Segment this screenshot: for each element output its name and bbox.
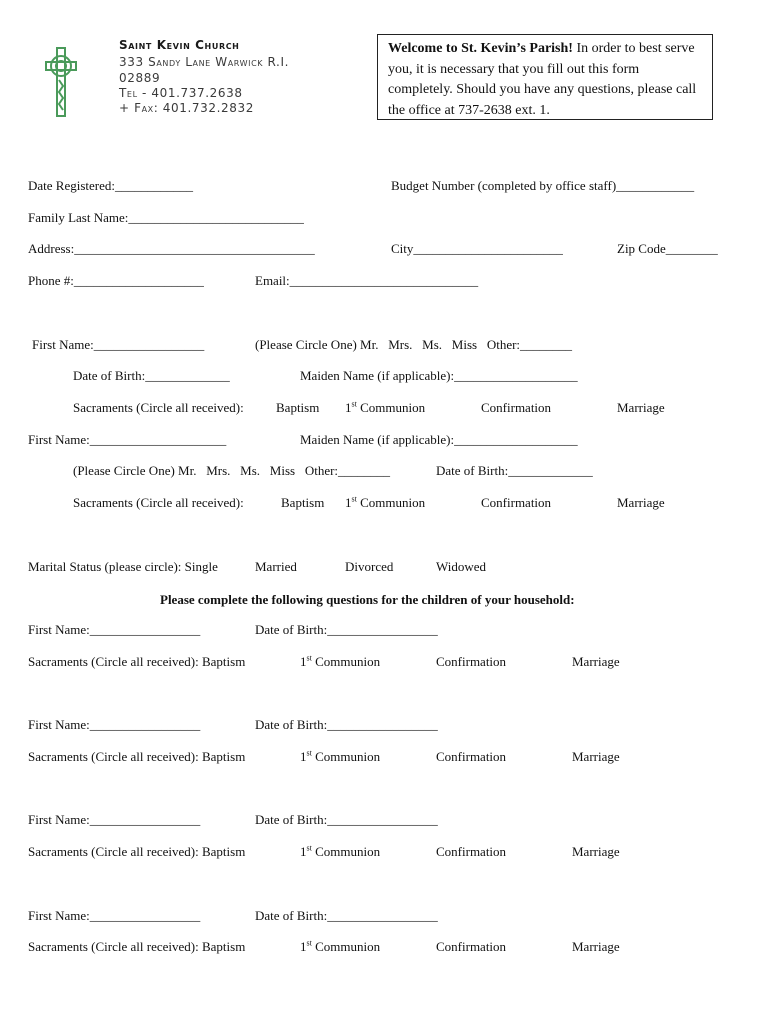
child-communion-option[interactable] — [300, 939, 380, 955]
address-field[interactable]: Address:_____________________________________ — [28, 241, 315, 256]
ordinal-number: 1 — [300, 749, 307, 764]
communion-label: Communion — [311, 654, 381, 669]
adult2-baptism-option[interactable]: Baptism — [281, 495, 325, 510]
adult1-baptism-option[interactable]: Baptism — [276, 400, 320, 415]
child-sacraments-baptism[interactable]: Sacraments (Circle all received): Baptism — [28, 654, 246, 669]
child-first-name-field[interactable]: First Name:_________________ — [28, 622, 201, 637]
celtic-cross-icon — [44, 46, 78, 118]
adult1-confirmation-option[interactable]: Confirmation — [481, 400, 552, 415]
child-confirmation-option[interactable]: Confirmation — [436, 844, 507, 859]
adult2-title-choice[interactable]: (Please Circle One) Mr. Mrs. Ms. Miss Other:________ — [73, 463, 391, 478]
child-dob-field[interactable]: Date of Birth:_________________ — [255, 908, 438, 923]
adult1-maiden-name-field[interactable]: Maiden Name (if applicable):___________________ — [300, 368, 578, 383]
marital-married-option[interactable]: Married — [255, 559, 297, 574]
ordinal-number: 1 — [300, 939, 307, 954]
children-heading: Please complete the following questions for the children of your household: — [160, 592, 575, 607]
adult1-title-choice[interactable]: (Please Circle One) Mr. Mrs. Ms. Miss Other:________ — [255, 337, 573, 352]
ordinal-suffix: st — [351, 494, 357, 504]
church-tel: Tel - 401.737.2638 — [119, 86, 243, 100]
family-last-name-field[interactable]: Family Last Name:___________________________ — [28, 210, 304, 225]
marital-widowed-option[interactable]: Widowed — [436, 559, 487, 574]
child-marriage-option[interactable]: Marriage — [572, 654, 620, 669]
church-address: 333 Sandy Lane Warwick R.I. — [119, 55, 289, 69]
city-field[interactable]: City_______________________ — [391, 241, 563, 256]
child-communion-option[interactable] — [300, 749, 380, 765]
child-communion-option[interactable] — [300, 654, 380, 670]
adult1-marriage-option[interactable]: Marriage — [617, 400, 665, 415]
child-marriage-option[interactable]: Marriage — [572, 939, 620, 954]
ordinal-number: 1 — [345, 400, 352, 415]
child-marriage-option[interactable]: Marriage — [572, 749, 620, 764]
child-confirmation-option[interactable]: Confirmation — [436, 749, 507, 764]
child-confirmation-option[interactable]: Confirmation — [436, 939, 507, 954]
adult2-sacraments-label: Sacraments (Circle all received): — [73, 495, 244, 510]
welcome-text: In order to best serve you, it is necessary that you fill out this form completely. Should you have any questions, please call the office at 737-2638 ext. 1. — [388, 41, 697, 118]
child-first-name-field[interactable]: First Name:_________________ — [28, 717, 201, 732]
communion-label: Communion — [311, 939, 381, 954]
child-dob-field[interactable]: Date of Birth:_________________ — [255, 622, 438, 637]
adult2-confirmation-option[interactable]: Confirmation — [481, 495, 552, 510]
child-marriage-option[interactable]: Marriage — [572, 844, 620, 859]
child-sacraments-baptism[interactable]: Sacraments (Circle all received): Baptism — [28, 749, 246, 764]
child-communion-option[interactable] — [300, 844, 380, 860]
adult2-dob-field[interactable]: Date of Birth:_____________ — [436, 463, 593, 478]
budget-number-field[interactable]: Budget Number (completed by office staff)____________ — [391, 178, 695, 193]
marital-status-label[interactable]: Marital Status (please circle): Single — [28, 559, 218, 574]
church-fax: + Fax: 401.732.2832 — [119, 101, 254, 115]
communion-label: Communion — [356, 495, 426, 510]
child-confirmation-option[interactable]: Confirmation — [436, 654, 507, 669]
church-name: Saint Kevin Church — [119, 38, 240, 52]
church-zip: 02889 — [119, 71, 161, 85]
ordinal-suffix: st — [306, 843, 312, 853]
adult2-first-name-field[interactable]: First Name:_____________________ — [28, 432, 227, 447]
marital-divorced-option[interactable]: Divorced — [345, 559, 394, 574]
communion-label: Communion — [311, 749, 381, 764]
child-dob-field[interactable]: Date of Birth:_________________ — [255, 812, 438, 827]
communion-label: Communion — [356, 400, 426, 415]
child-sacraments-baptism[interactable]: Sacraments (Circle all received): Baptism — [28, 844, 246, 859]
adult1-first-name-field[interactable]: First Name:_________________ — [32, 337, 205, 352]
ordinal-suffix: st — [306, 748, 312, 758]
adult2-marriage-option[interactable]: Marriage — [617, 495, 665, 510]
communion-label: Communion — [311, 844, 381, 859]
adult1-sacraments-label: Sacraments (Circle all received): — [73, 400, 244, 415]
email-field[interactable]: Email:_____________________________ — [255, 273, 479, 288]
welcome-bold: Welcome to St. Kevin’s Parish! — [388, 41, 573, 56]
child-first-name-field[interactable]: First Name:_________________ — [28, 812, 201, 827]
child-sacraments-baptism[interactable]: Sacraments (Circle all received): Baptism — [28, 939, 246, 954]
child-first-name-field[interactable]: First Name:_________________ — [28, 908, 201, 923]
date-registered-field[interactable]: Date Registered:____________ — [28, 178, 193, 193]
adult1-communion-option[interactable] — [345, 400, 425, 416]
ordinal-number: 1 — [345, 495, 352, 510]
ordinal-number: 1 — [300, 654, 307, 669]
ordinal-suffix: st — [351, 399, 357, 409]
phone-field[interactable]: Phone #:____________________ — [28, 273, 204, 288]
adult2-maiden-name-field[interactable]: Maiden Name (if applicable):___________________ — [300, 432, 578, 447]
adult2-communion-option[interactable] — [345, 495, 425, 511]
ordinal-suffix: st — [306, 653, 312, 663]
ordinal-number: 1 — [300, 844, 307, 859]
adult1-dob-field[interactable]: Date of Birth:_____________ — [73, 368, 230, 383]
ordinal-suffix: st — [306, 938, 312, 948]
welcome-box — [377, 34, 713, 120]
child-dob-field[interactable]: Date of Birth:_________________ — [255, 717, 438, 732]
zip-code-field[interactable]: Zip Code________ — [617, 241, 718, 256]
